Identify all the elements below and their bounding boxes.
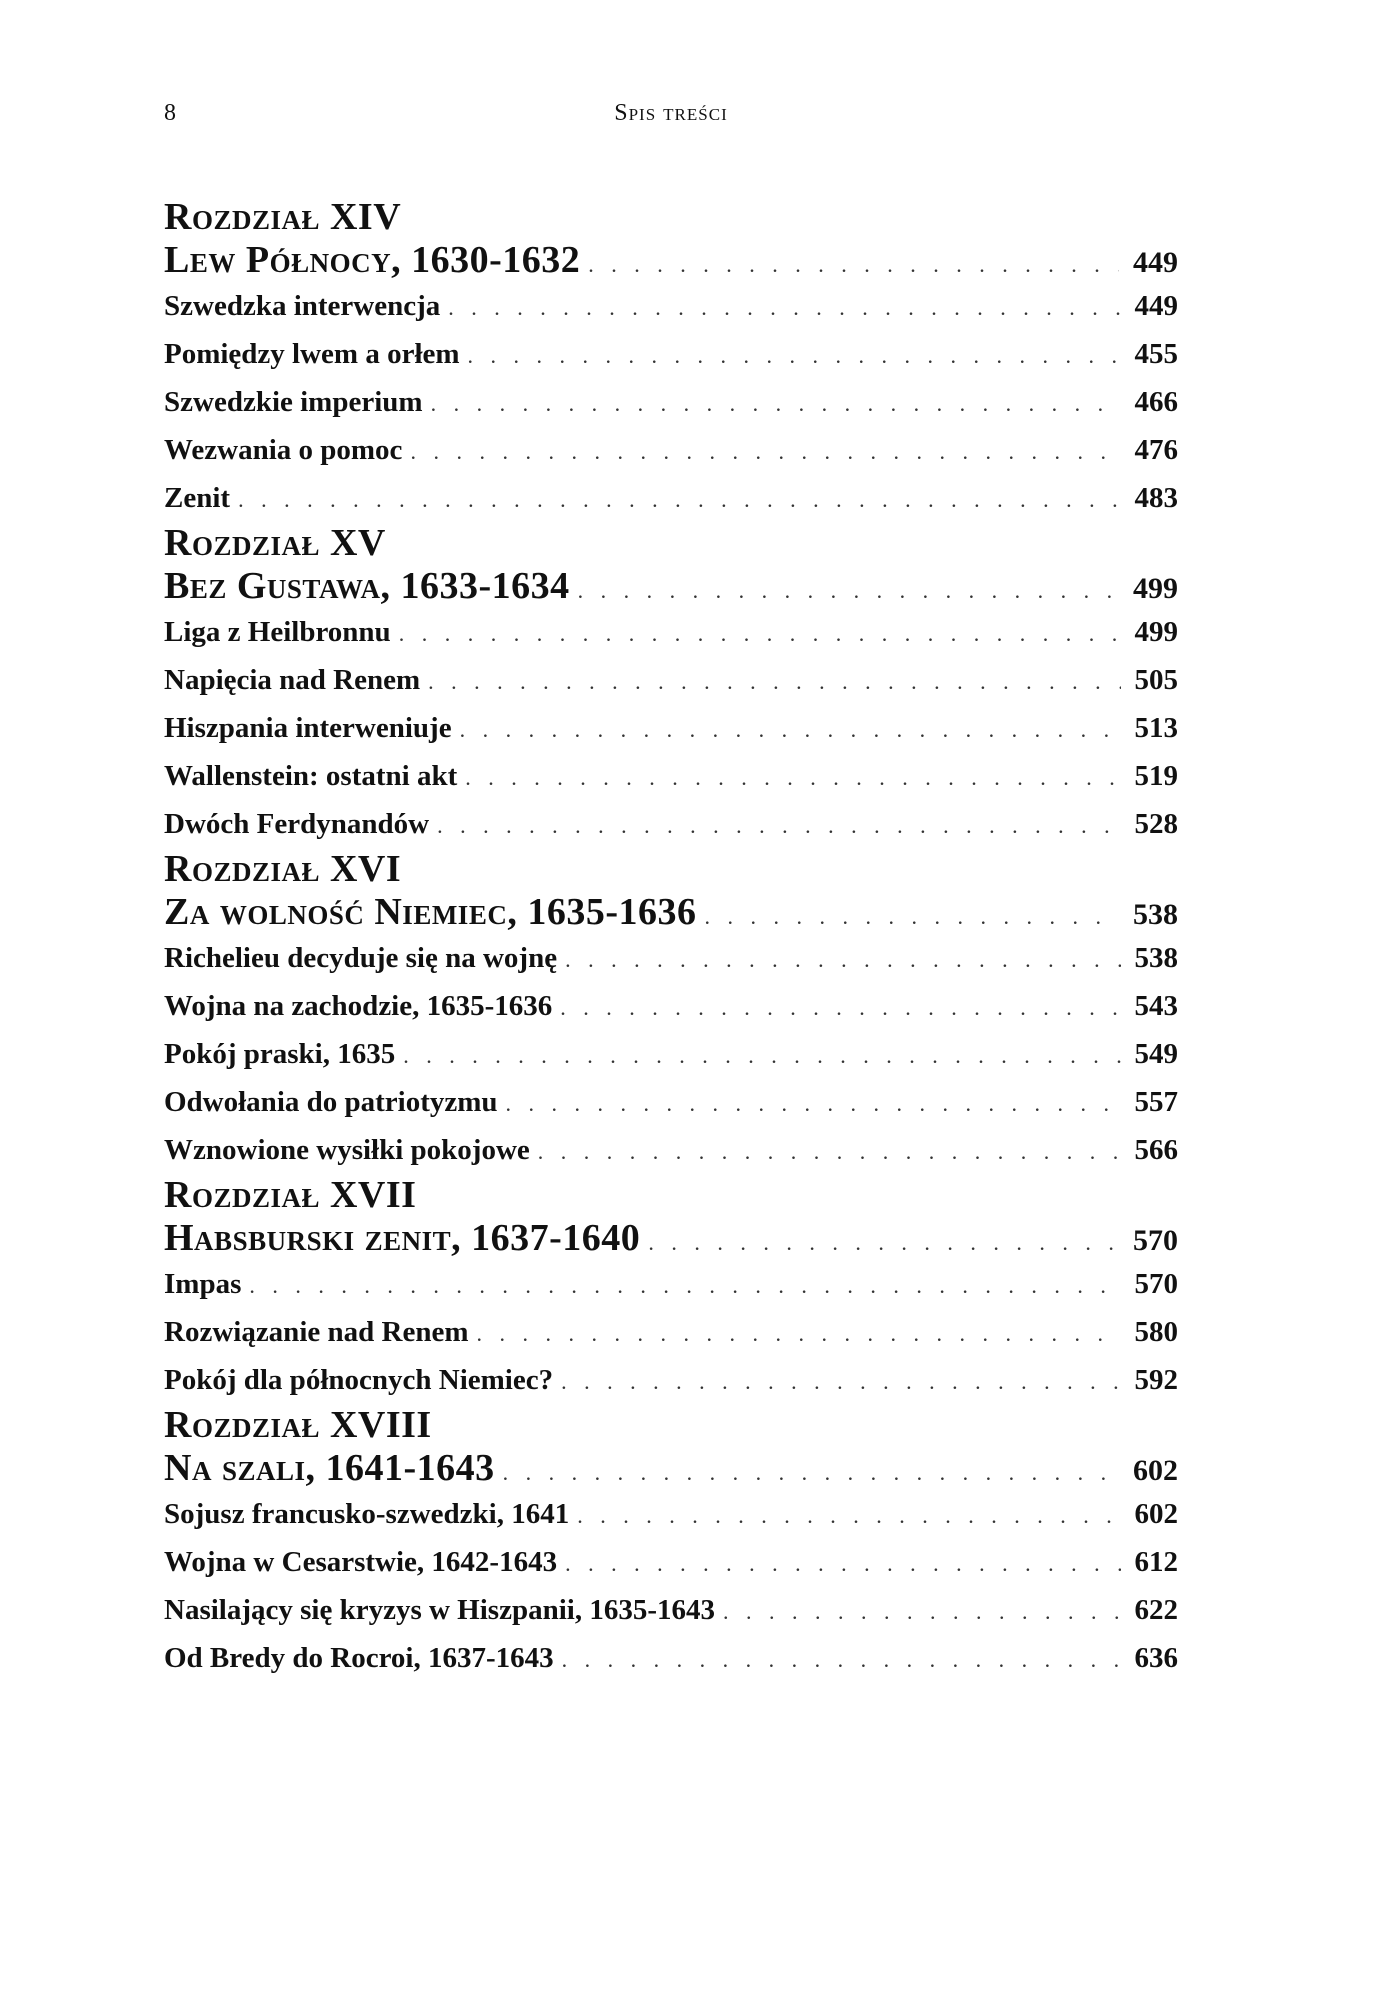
toc-entry <box>164 1078 1178 1126</box>
toc-entry <box>164 426 1178 474</box>
toc-entry <box>164 1308 1178 1356</box>
page-number: 8 <box>164 100 176 126</box>
page-reference: 592 <box>1134 1364 1178 1396</box>
chapter-15 <box>164 522 1178 848</box>
dot-leader <box>723 1588 1121 1636</box>
chapter-14 <box>164 196 1178 522</box>
chapter-title-row <box>164 890 1178 934</box>
page-reference: 519 <box>1134 760 1178 792</box>
dot-leader <box>437 802 1120 850</box>
chapter-16 <box>164 848 1178 1174</box>
dot-leader <box>448 284 1120 332</box>
dot-leader <box>648 1221 1119 1265</box>
section-title: Rozwiązanie nad Renem <box>164 1316 469 1348</box>
toc-entry <box>164 800 1178 848</box>
chapter-title: Lew Północy, 1630-1632 <box>164 239 581 281</box>
dot-leader <box>577 1492 1120 1540</box>
running-head: Spis treści <box>614 100 728 126</box>
dot-leader <box>249 1262 1120 1310</box>
page-reference: 476 <box>1134 434 1178 466</box>
section-title: Odwołania do patriotyzmu <box>164 1086 498 1118</box>
chapter-title: Habsburski zenit, 1637-1640 <box>164 1217 641 1259</box>
page-reference: 528 <box>1134 808 1178 840</box>
section-title: Pokój dla północnych Niemiec? <box>164 1364 554 1396</box>
toc-entry <box>164 474 1178 522</box>
section-title: Pomiędzy lwem a orłem <box>164 338 460 370</box>
toc-entry <box>164 934 1178 982</box>
dot-leader <box>588 243 1119 287</box>
dot-leader <box>565 936 1120 984</box>
section-title: Zenit <box>164 482 231 514</box>
dot-leader <box>506 1080 1121 1128</box>
section-title: Pokój praski, 1635 <box>164 1038 396 1070</box>
chapter-17 <box>164 1174 1178 1404</box>
page-reference: 499 <box>1133 572 1178 605</box>
chapter-title: Za wolność Niemiec, 1635-1636 <box>164 891 697 933</box>
chapter-label: Rozdział XVIII <box>164 1404 432 1446</box>
section-title: Szwedzka interwencja <box>164 290 441 322</box>
chapter-title-row <box>164 238 1178 282</box>
section-title: Wznowione wysiłki pokojowe <box>164 1134 530 1166</box>
section-title: Wojna na zachodzie, 1635-1636 <box>164 990 553 1022</box>
page-reference: 602 <box>1134 1498 1178 1530</box>
page-reference: 570 <box>1133 1224 1178 1257</box>
chapter-label: Rozdział XIV <box>164 196 402 238</box>
chapter-18 <box>164 1404 1178 1682</box>
page-reference: 538 <box>1133 898 1178 931</box>
page-reference: 580 <box>1134 1316 1178 1348</box>
section-title: Hiszpania interweniuje <box>164 712 452 744</box>
dot-leader <box>561 1358 1120 1406</box>
toc-entry <box>164 1126 1178 1174</box>
section-title: Wezwania o pomoc <box>164 434 403 466</box>
chapter-label: Rozdział XVII <box>164 1174 417 1216</box>
page-reference: 557 <box>1134 1086 1178 1118</box>
section-title: Dwóch Ferdynandów <box>164 808 430 840</box>
chapter-title: Na szali, 1641-1643 <box>164 1447 495 1489</box>
page-reference: 449 <box>1133 246 1178 279</box>
toc-entry <box>164 982 1178 1030</box>
toc-entry <box>164 1538 1178 1586</box>
page-reference: 466 <box>1134 386 1178 418</box>
page-reference: 483 <box>1134 482 1178 514</box>
page-reference: 543 <box>1134 990 1178 1022</box>
section-title: Sojusz francusko-szwedzki, 1641 <box>164 1498 570 1530</box>
toc-entry <box>164 282 1178 330</box>
section-title: Napięcia nad Renem <box>164 664 421 696</box>
dot-leader <box>460 706 1121 754</box>
dot-leader <box>578 569 1119 613</box>
page-reference: 455 <box>1134 338 1178 370</box>
section-title: Richelieu decyduje się na wojnę <box>164 942 558 974</box>
chapter-title-row <box>164 564 1178 608</box>
dot-leader <box>399 610 1121 658</box>
toc-entry <box>164 1030 1178 1078</box>
section-title: Wallenstein: ostatni akt <box>164 760 458 792</box>
page-reference: 549 <box>1134 1038 1178 1070</box>
page-reference: 505 <box>1134 664 1178 696</box>
section-title: Wojna w Cesarstwie, 1642-1643 <box>164 1546 558 1578</box>
page-reference: 513 <box>1134 712 1178 744</box>
section-title: Nasilający się kryzys w Hiszpanii, 1635-1643 <box>164 1594 715 1626</box>
section-title: Impas <box>164 1268 242 1300</box>
toc-entry <box>164 704 1178 752</box>
dot-leader <box>704 895 1119 939</box>
chapter-title-row <box>164 1446 1178 1490</box>
section-title: Szwedzkie imperium <box>164 386 423 418</box>
dot-leader <box>503 1451 1119 1495</box>
dot-leader <box>538 1128 1121 1176</box>
page-reference: 449 <box>1134 290 1178 322</box>
toc-entry <box>164 656 1178 704</box>
dot-leader <box>562 1636 1121 1684</box>
dot-leader <box>410 428 1120 476</box>
page-header <box>164 100 1178 140</box>
dot-leader <box>238 476 1120 524</box>
page-reference: 622 <box>1134 1594 1178 1626</box>
chapter-title-row <box>164 1216 1178 1260</box>
page-reference: 538 <box>1134 942 1178 974</box>
page-reference: 499 <box>1134 616 1178 648</box>
dot-leader <box>565 1540 1120 1588</box>
table-of-contents <box>164 196 1178 1682</box>
dot-leader <box>431 380 1121 428</box>
chapter-label: Rozdział XV <box>164 522 386 564</box>
toc-entry <box>164 378 1178 426</box>
section-title: Od Bredy do Rocroi, 1637-1643 <box>164 1642 554 1674</box>
chapter-label: Rozdział XVI <box>164 848 402 890</box>
page-reference: 636 <box>1134 1642 1178 1674</box>
page-reference: 612 <box>1134 1546 1178 1578</box>
toc-entry <box>164 1356 1178 1404</box>
toc-entry <box>164 1634 1178 1682</box>
chapter-title: Bez Gustawa, 1633-1634 <box>164 565 570 607</box>
page-reference: 570 <box>1134 1268 1178 1300</box>
toc-entry <box>164 1490 1178 1538</box>
section-title: Liga z Heilbronnu <box>164 616 391 648</box>
dot-leader <box>428 658 1120 706</box>
dot-leader <box>403 1032 1120 1080</box>
dot-leader <box>560 984 1120 1032</box>
dot-leader <box>476 1310 1120 1358</box>
toc-entry <box>164 330 1178 378</box>
toc-entry <box>164 1260 1178 1308</box>
dot-leader <box>465 754 1120 802</box>
page-reference: 566 <box>1134 1134 1178 1166</box>
toc-entry <box>164 752 1178 800</box>
dot-leader <box>468 332 1121 380</box>
page-reference: 602 <box>1133 1454 1178 1487</box>
toc-entry <box>164 1586 1178 1634</box>
toc-entry <box>164 608 1178 656</box>
